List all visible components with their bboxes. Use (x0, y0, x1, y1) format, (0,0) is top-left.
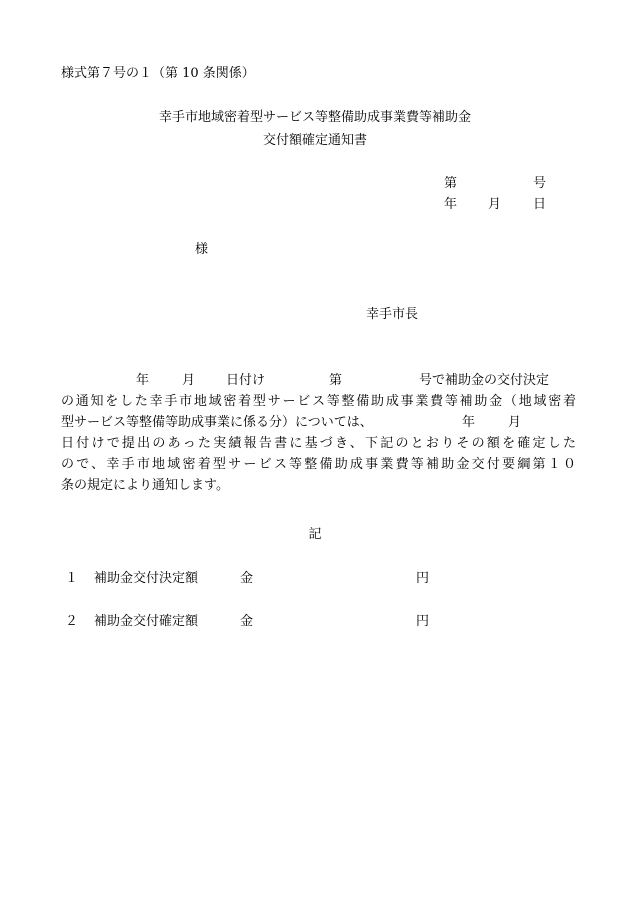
item-1-label: 補助金交付決定額 (94, 571, 199, 586)
item-2-label: 補助金交付確定額 (94, 614, 199, 629)
ki-heading: 記 (308, 527, 322, 542)
date-month: 月 (488, 197, 502, 212)
body-line-5: ので、幸手市地域密着型サービス等整備助成事業費等補助金交付要綱第１０ (61, 457, 576, 472)
body-line-3-month: 月 (508, 415, 522, 430)
sender: 幸手市長 (366, 307, 419, 322)
doc-number-prefix: 第 (444, 176, 458, 191)
body-no: 第 (329, 373, 343, 388)
body-dated: 日付け (226, 373, 266, 388)
item-2-kin: 金 (240, 614, 254, 629)
document-title-line-1: 幸手市地域密着型サービス等整備助成事業費等補助金 (158, 110, 471, 125)
body-paragraph (61, 374, 576, 504)
item-1-number: １ (65, 571, 79, 586)
body-line-2: の通知をした幸手市地域密着型サービス等整備助成事業費等補助金（地域密着 (61, 394, 576, 409)
document-title-line-2: 交付額確定通知書 (262, 133, 367, 148)
body-line-1-rest: 号で補助金の交付決定 (419, 373, 550, 388)
body-year: 年 (136, 373, 150, 388)
form-label: 様式第７号の１（第 10 条関係） (61, 66, 255, 81)
doc-number-suffix: 号 (533, 176, 547, 191)
body-line-3-main: 型サービス等整備等助成事業に係る分）については、 (61, 415, 373, 430)
item-2-number: ２ (65, 614, 79, 629)
body-line-3-year: 年 (462, 415, 476, 430)
addressee-suffix: 様 (195, 242, 209, 257)
date-year: 年 (444, 197, 458, 212)
item-1-kin: 金 (240, 571, 254, 586)
item-1-yen: 円 (416, 571, 430, 586)
body-line-6: 条の規定により通知します。 (61, 478, 229, 493)
body-line-4: 日付けで提出のあった実績報告書に基づき、下記のとおりその額を確定した (61, 436, 576, 451)
body-month: 月 (182, 373, 196, 388)
item-2-yen: 円 (416, 614, 430, 629)
date-day: 日 (533, 197, 547, 212)
